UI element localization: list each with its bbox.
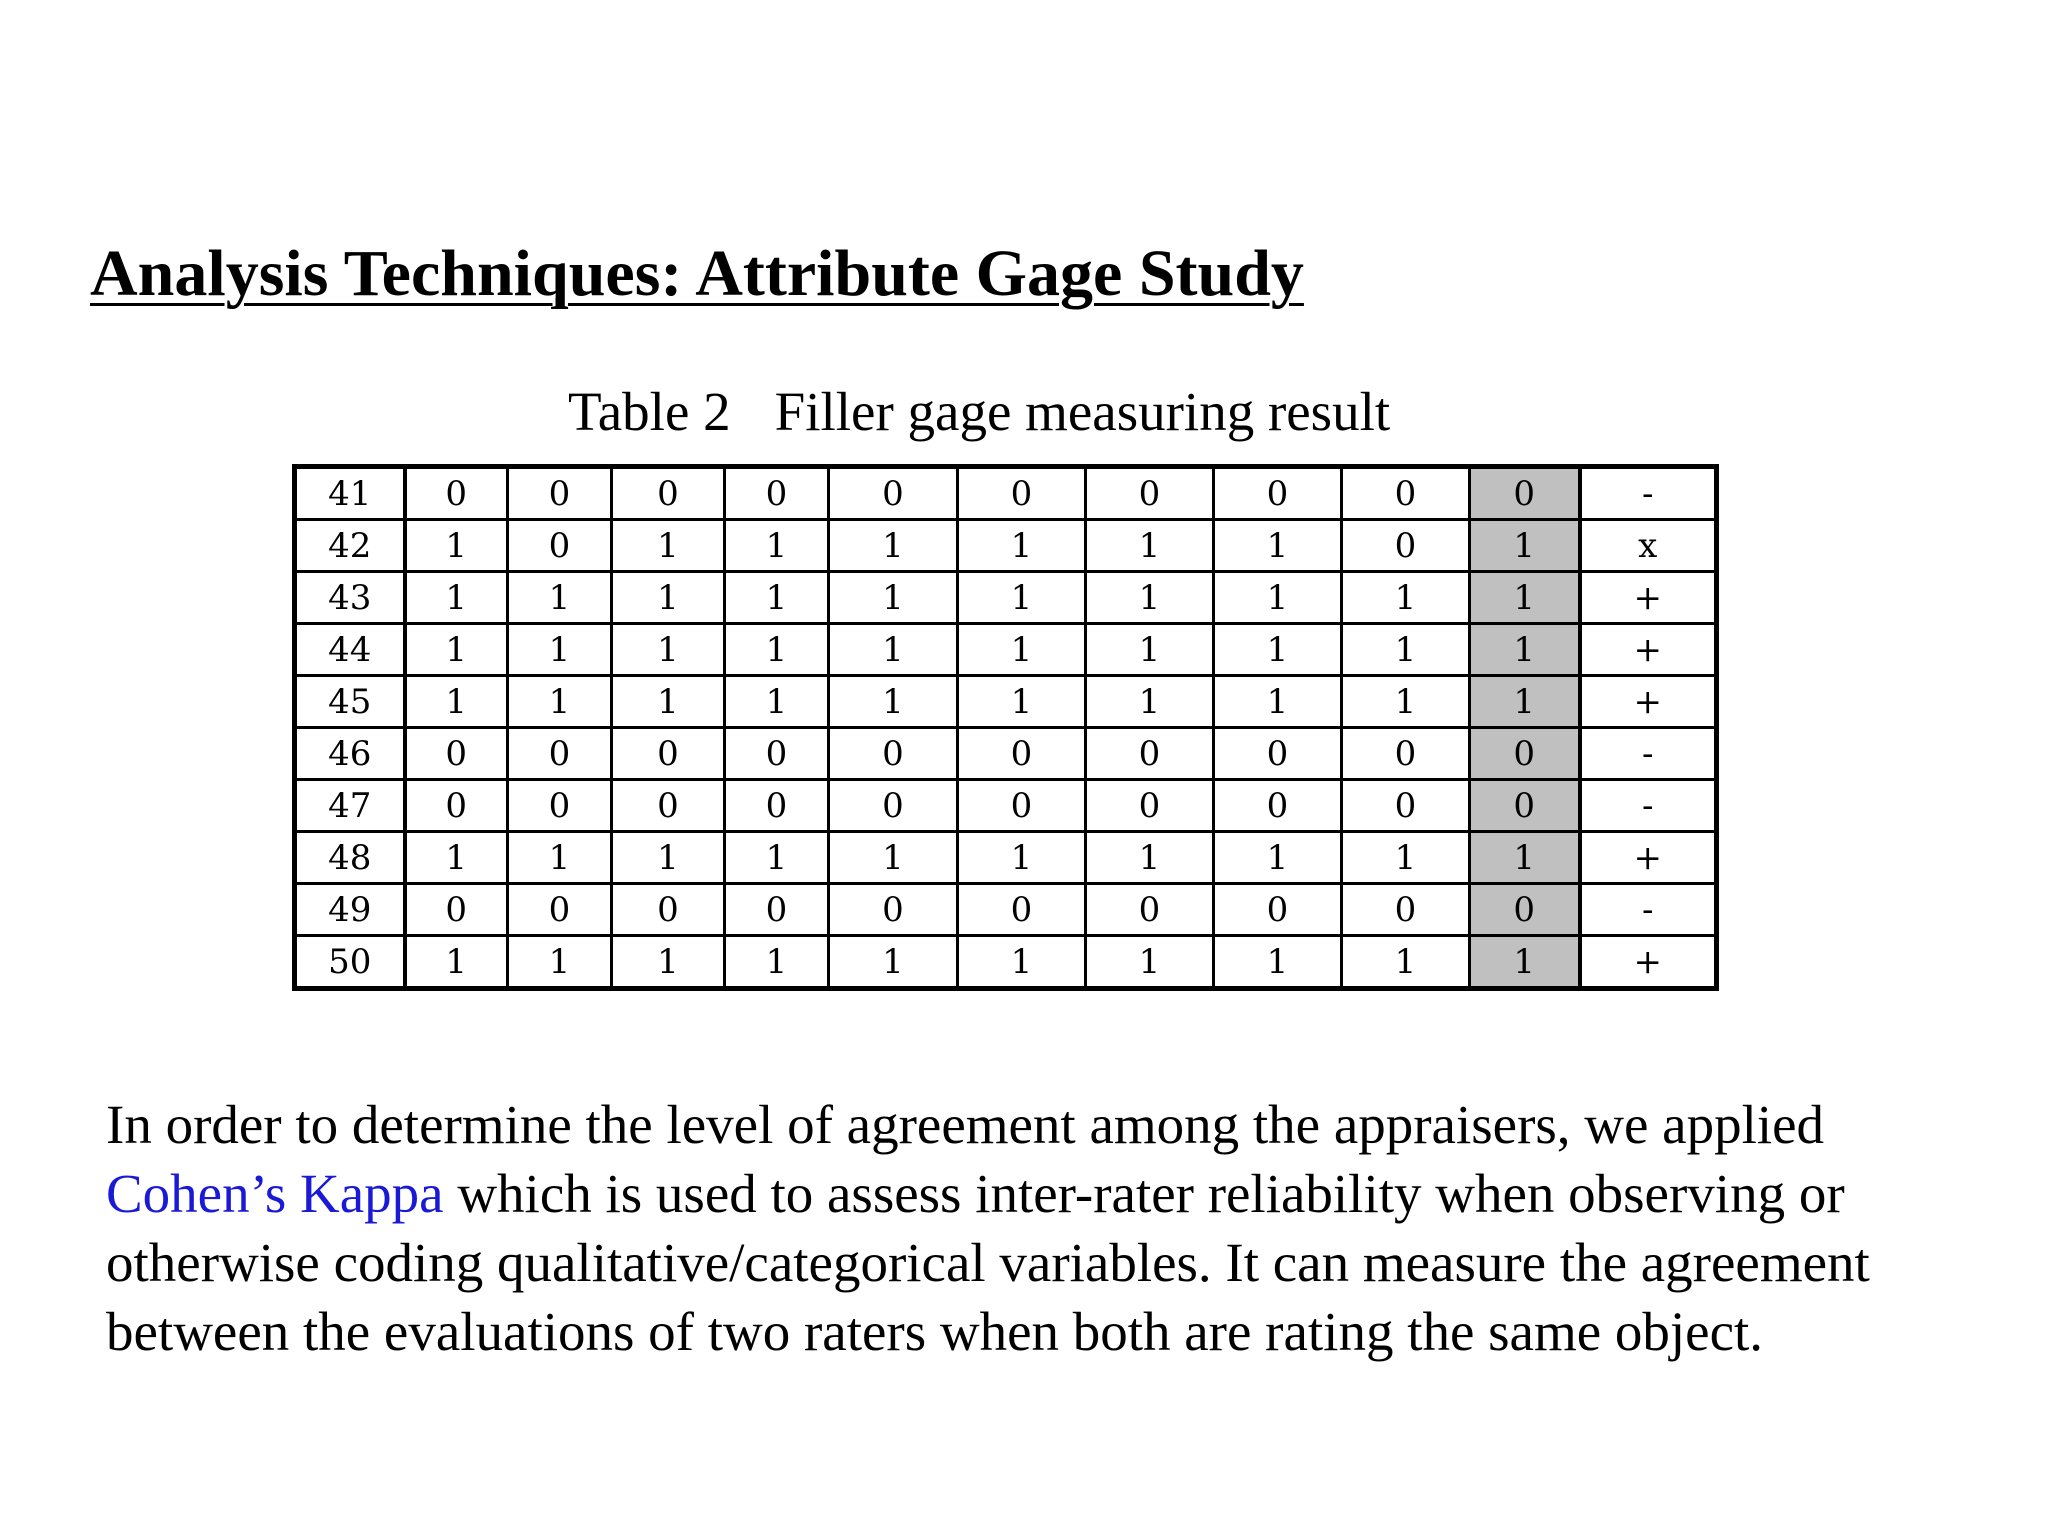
appraisal-cell: 0 — [508, 467, 612, 520]
appraisal-cell: 1 — [1214, 624, 1342, 676]
appraisal-cell: 1 — [725, 520, 829, 572]
reference-cell: 0 — [1470, 884, 1580, 936]
appraisal-cell: 0 — [1214, 467, 1342, 520]
appraisal-cell: 1 — [1214, 832, 1342, 884]
appraisal-cell: 1 — [829, 624, 958, 676]
table-row — [295, 676, 1717, 728]
appraisal-cell: 1 — [508, 832, 612, 884]
result-mark-cell: + — [1580, 676, 1717, 728]
appraisal-cell: 1 — [1342, 936, 1470, 989]
appraisal-cell: 0 — [1214, 728, 1342, 780]
appraisal-cell: 0 — [508, 780, 612, 832]
appraisal-cell: 1 — [612, 624, 725, 676]
appraisal-cell: 0 — [958, 780, 1086, 832]
appraisal-cell: 1 — [958, 520, 1086, 572]
reference-cell: 0 — [1470, 780, 1580, 832]
appraisal-cell: 0 — [508, 520, 612, 572]
appraisal-cell: 0 — [725, 728, 829, 780]
reference-cell: 1 — [1470, 676, 1580, 728]
table-row — [295, 832, 1717, 884]
part-id-cell: 49 — [295, 884, 405, 936]
appraisal-cell: 1 — [958, 832, 1086, 884]
reference-cell: 0 — [1470, 467, 1580, 520]
appraisal-cell: 1 — [829, 832, 958, 884]
part-id-cell: 48 — [295, 832, 405, 884]
appraisal-cell: 1 — [508, 624, 612, 676]
result-mark-cell: - — [1580, 884, 1717, 936]
appraisal-cell: 1 — [1214, 936, 1342, 989]
appraisal-cell: 1 — [1214, 676, 1342, 728]
appraisal-cell: 0 — [958, 884, 1086, 936]
result-mark-cell: + — [1580, 832, 1717, 884]
appraisal-cell: 0 — [1342, 780, 1470, 832]
appraisal-cell: 1 — [725, 572, 829, 624]
appraisal-cell: 0 — [1086, 884, 1214, 936]
result-mark-cell: - — [1580, 467, 1717, 520]
part-id-cell: 41 — [295, 467, 405, 520]
kappa-explanation-paragraph — [106, 1090, 2006, 1366]
appraisal-cell: 1 — [612, 572, 725, 624]
appraisal-cell: 1 — [829, 520, 958, 572]
appraisal-cell: 0 — [1086, 467, 1214, 520]
appraisal-cell: 0 — [1086, 780, 1214, 832]
appraisal-cell: 1 — [725, 832, 829, 884]
appraisal-cell: 0 — [508, 728, 612, 780]
appraisal-cell: 0 — [1214, 884, 1342, 936]
paragraph-line-4: between the evaluations of two raters when both are rating the same object. — [106, 1301, 1764, 1362]
appraisal-cell: 1 — [1086, 624, 1214, 676]
appraisal-cell: 1 — [725, 624, 829, 676]
appraisal-cell: 1 — [405, 676, 508, 728]
cohens-kappa-link[interactable]: Cohen’s Kappa — [106, 1163, 444, 1224]
appraisal-cell: 1 — [405, 624, 508, 676]
part-id-cell: 46 — [295, 728, 405, 780]
appraisal-cell: 1 — [725, 936, 829, 989]
appraisal-cell: 1 — [405, 936, 508, 989]
appraisal-cell: 1 — [829, 676, 958, 728]
appraisal-cell: 1 — [612, 936, 725, 989]
appraisal-cell: 0 — [612, 467, 725, 520]
reference-cell: 1 — [1470, 520, 1580, 572]
result-mark-cell: + — [1580, 572, 1717, 624]
reference-cell: 1 — [1470, 624, 1580, 676]
appraisal-cell: 1 — [405, 572, 508, 624]
appraisal-cell: 0 — [829, 728, 958, 780]
appraisal-cell: 1 — [612, 520, 725, 572]
appraisal-cell: 0 — [829, 884, 958, 936]
reference-cell: 1 — [1470, 832, 1580, 884]
result-mark-cell: x — [1580, 520, 1717, 572]
result-mark-cell: - — [1580, 780, 1717, 832]
table-row — [295, 884, 1717, 936]
appraisal-cell: 0 — [405, 467, 508, 520]
part-id-cell: 42 — [295, 520, 405, 572]
table-caption-label: Table 2 — [568, 381, 731, 442]
appraisal-cell: 1 — [1086, 572, 1214, 624]
appraisal-cell: 1 — [1214, 572, 1342, 624]
appraisal-cell: 0 — [958, 728, 1086, 780]
appraisal-cell: 0 — [829, 780, 958, 832]
paragraph-line-2-rest: which is used to assess inter-rater reliability when observing or — [443, 1163, 1845, 1224]
appraisal-cell: 1 — [1086, 676, 1214, 728]
table-row — [295, 936, 1717, 989]
table-row — [295, 728, 1717, 780]
appraisal-cell: 1 — [829, 936, 958, 989]
appraisal-cell: 0 — [1342, 520, 1470, 572]
appraisal-cell: 1 — [508, 572, 612, 624]
reference-cell: 1 — [1470, 572, 1580, 624]
appraisal-cell: 1 — [1086, 936, 1214, 989]
appraisal-cell: 1 — [405, 832, 508, 884]
appraisal-cell: 1 — [612, 676, 725, 728]
appraisal-cell: 0 — [829, 467, 958, 520]
slide-title: Analysis Techniques: Attribute Gage Study — [90, 237, 1304, 310]
appraisal-cell: 0 — [725, 780, 829, 832]
appraisal-cell: 1 — [1086, 832, 1214, 884]
appraisal-cell: 1 — [1342, 624, 1470, 676]
appraisal-cell: 0 — [405, 780, 508, 832]
appraisal-cell: 1 — [508, 676, 612, 728]
appraisal-cell: 0 — [405, 728, 508, 780]
appraisal-cell: 1 — [958, 624, 1086, 676]
part-id-cell: 43 — [295, 572, 405, 624]
gage-result-table — [292, 464, 1719, 991]
result-mark-cell: + — [1580, 624, 1717, 676]
appraisal-cell: 0 — [612, 728, 725, 780]
part-id-cell: 44 — [295, 624, 405, 676]
appraisal-cell: 1 — [612, 832, 725, 884]
appraisal-cell: 1 — [958, 572, 1086, 624]
result-mark-cell: + — [1580, 936, 1717, 989]
appraisal-cell: 0 — [612, 780, 725, 832]
reference-cell: 0 — [1470, 728, 1580, 780]
table-row — [295, 572, 1717, 624]
appraisal-cell: 0 — [725, 884, 829, 936]
part-id-cell: 47 — [295, 780, 405, 832]
appraisal-cell: 0 — [612, 884, 725, 936]
appraisal-cell: 1 — [1342, 676, 1470, 728]
paragraph-line-1: In order to determine the level of agreement among the appraisers, we applied — [106, 1094, 1825, 1155]
appraisal-cell: 0 — [405, 884, 508, 936]
appraisal-cell: 0 — [1342, 467, 1470, 520]
table-caption-text: Filler gage measuring result — [774, 381, 1391, 442]
appraisal-cell: 1 — [725, 676, 829, 728]
appraisal-cell: 0 — [958, 467, 1086, 520]
appraisal-cell: 0 — [508, 884, 612, 936]
appraisal-cell: 1 — [508, 936, 612, 989]
appraisal-cell: 0 — [1342, 884, 1470, 936]
table-row — [295, 520, 1717, 572]
appraisal-cell: 1 — [829, 572, 958, 624]
result-mark-cell: - — [1580, 728, 1717, 780]
paragraph-line-3: otherwise coding qualitative/categorical variables. It can measure the agreement — [106, 1232, 1870, 1293]
gage-table-body — [295, 467, 1717, 989]
paragraph-line-2 — [106, 1159, 2006, 1228]
appraisal-cell: 1 — [958, 676, 1086, 728]
appraisal-cell: 1 — [405, 520, 508, 572]
appraisal-cell: 1 — [1086, 520, 1214, 572]
appraisal-cell: 1 — [1342, 572, 1470, 624]
part-id-cell: 50 — [295, 936, 405, 989]
appraisal-cell: 1 — [958, 936, 1086, 989]
appraisal-cell: 0 — [1086, 728, 1214, 780]
appraisal-cell: 0 — [1342, 728, 1470, 780]
table-row — [295, 780, 1717, 832]
part-id-cell: 45 — [295, 676, 405, 728]
appraisal-cell: 1 — [1214, 520, 1342, 572]
appraisal-cell: 1 — [1342, 832, 1470, 884]
table-caption — [568, 380, 1390, 443]
table-row — [295, 467, 1717, 520]
appraisal-cell: 0 — [1214, 780, 1342, 832]
table-row — [295, 624, 1717, 676]
reference-cell: 1 — [1470, 936, 1580, 989]
appraisal-cell: 0 — [725, 467, 829, 520]
